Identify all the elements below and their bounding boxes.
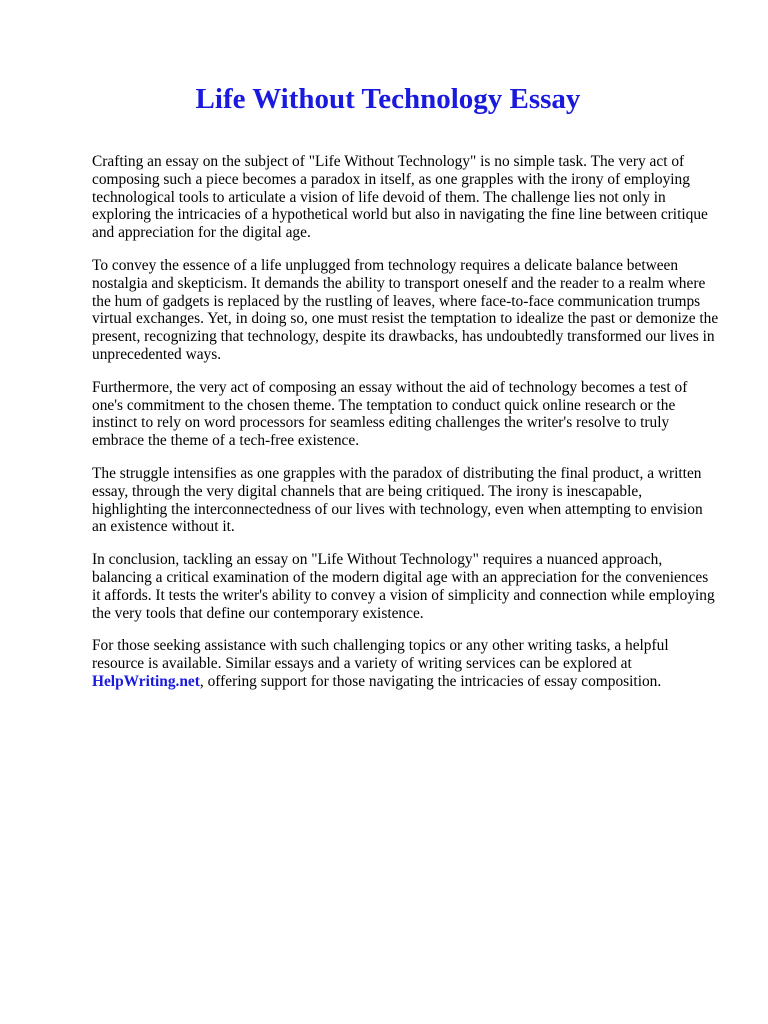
paragraph-6 [92,637,720,690]
paragraph-6-text-before-link: For those seeking assistance with such challenging topics or any other writing tasks, a helpful resource is available. Similar essays and a variety of writing services can be explored at [92,637,669,673]
document-title: Life Without Technology Essay [195,83,581,115]
paragraph-1: Crafting an essay on the subject of "Life Without Technology" is no simple task. The very act of composing such a piece becomes a paradox in itself, as one grapples with the irony of employing technological tools to articulate a vision of life devoid of them. The challenge lies not only in exploring the intricacies of a hypothetical world but also in navigating the fine line between critique and appreciation for the digital age. [92,153,708,242]
paragraph-2: To convey the essence of a life unplugged from technology requires a delicate balance between nostalgia and skepticism. It demands the ability to transport oneself and the reader to a realm where the hum of gadgets is replaced by the rustling of leaves, where face-to-face communication trumps virtual exchanges. Yet, in doing so, one must resist the temptation to idealize the past or demonize the present, recognizing that technology, despite its drawbacks, has undoubtedly transformed our lives in unprecedented ways. [92,256,719,363]
paragraph-6-text-after-link: , offering support for those navigating the intricacies of essay composition. [199,672,662,690]
paragraph-3: Furthermore, the very act of composing an essay without the aid of technology becomes a test of one's commitment to the chosen theme. The temptation to conduct quick online research or the instinct to rely on word processors for seamless editing challenges the writer's resolve to truly embrace the theme of a tech-free existence. [92,378,688,450]
paragraph-5: In conclusion, tackling an essay on "Life Without Technology" requires a nuanced approach, balancing a critical examination of the modern digital age with an appreciation for the conveniences it affords. It tests the writer's ability to convey a vision of simplicity and connection while employing the very tools that define our contemporary existence. [92,551,715,622]
helpwriting-link[interactable]: HelpWriting.net [92,672,200,690]
paragraph-4: The struggle intensifies as one grapples with the paradox of distributing the final product, a written essay, through the very digital channels that are being critiqued. The irony is inescapable, highlighting the interconnectedness of our lives with technology, even when attempting to envision an existence without it. [92,464,703,536]
